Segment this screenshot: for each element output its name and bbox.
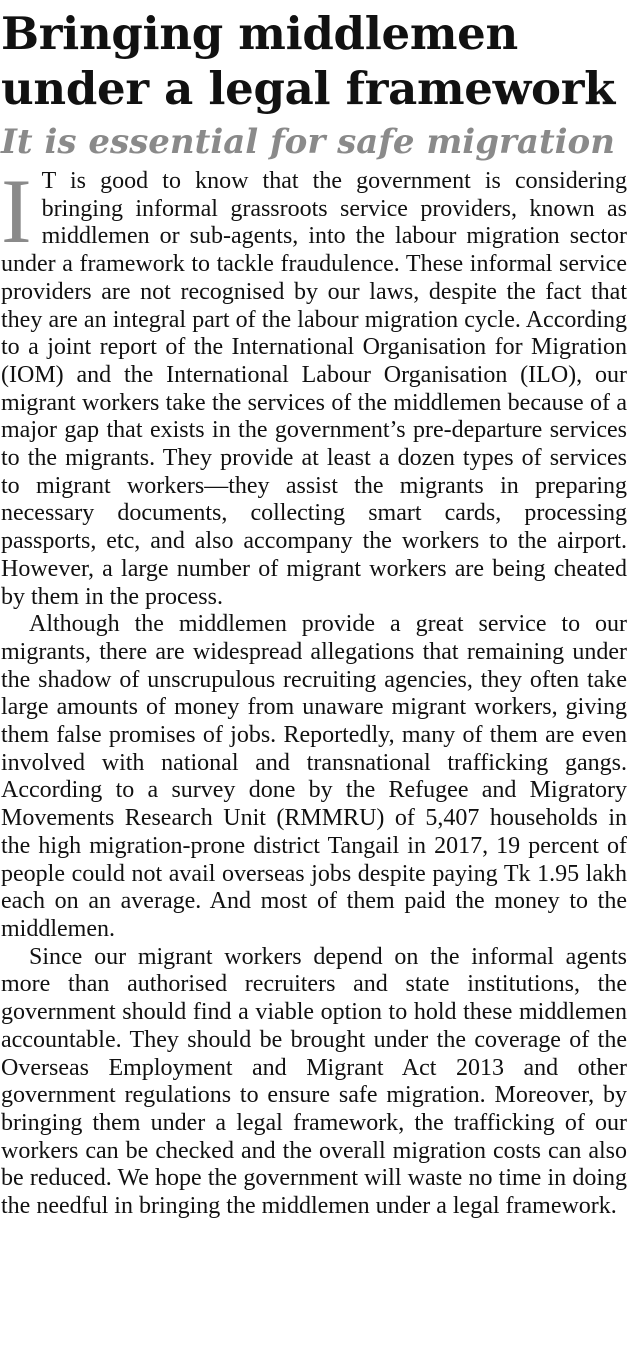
paragraph-2: Although the middlemen provide a great service to our migrants, there are widespread allegations that remaining under the shadow of unscrupulous recruiting agencies, they often take large amounts of money from unaware migrant workers, giving them false promises of jobs. Reportedly, many of them are even involved with national and transnational trafficking gangs. According to a survey done by the Refugee and Migratory Movements Research Unit (RMMRU) of 5,407 households in the high migration-prone district Tangail in 2017, 19 percent of people could not avail overseas jobs despite paying Tk 1.95 lakh each on an average. And most of them paid the money to the middlemen. bbox=[1, 611, 627, 942]
paragraph-1 bbox=[1, 160, 627, 611]
subheadline: It is essential for safe migration bbox=[1, 122, 615, 162]
article-body bbox=[1, 160, 627, 1221]
editorial-article bbox=[1, 6, 627, 1221]
paragraph-3: Since our migrant workers depend on the informal agents more than authorised recruiters and state institutions, the government should find a viable option to hold these middlemen accountable. They should be brought under the coverage of the Overseas Employment and Migrant Act 2013 and other government regulations to ensure safe migration. Moreover, by bringing them under a legal framework, the trafficking of our workers can be checked and the overall migration costs can also be reduced. We hope the government will waste no time in doing the needful in bringing the middlemen under a legal framework. bbox=[1, 943, 627, 1220]
drop-cap: I bbox=[1, 160, 32, 262]
paragraph-1-text: T is good to know that the government is considering bringing informal grassroots service providers, known as middlemen or sub-agents, into the labour migration sector under a framework to tackle fraudulence. These informal service providers are not recognised by our laws, despite the fact that they are an integral part of the labour migration cycle. According to a joint report of the International Organisation for Migration (IOM) and the International Labour Organisation (ILO), our migrant workers take the services of the middlemen because of a major gap that exists in the government’s pre-departure services to the migrants. They provide at least a dozen types of services to migrant workers—they assist the migrants in preparing necessary documents, collecting smart cards, processing passports, etc, and also accompany the workers to the airport. However, a large number of migrant workers are being cheated by them in the process. bbox=[1, 168, 627, 610]
headline: Bringing middlemen under a legal framework bbox=[1, 7, 616, 115]
